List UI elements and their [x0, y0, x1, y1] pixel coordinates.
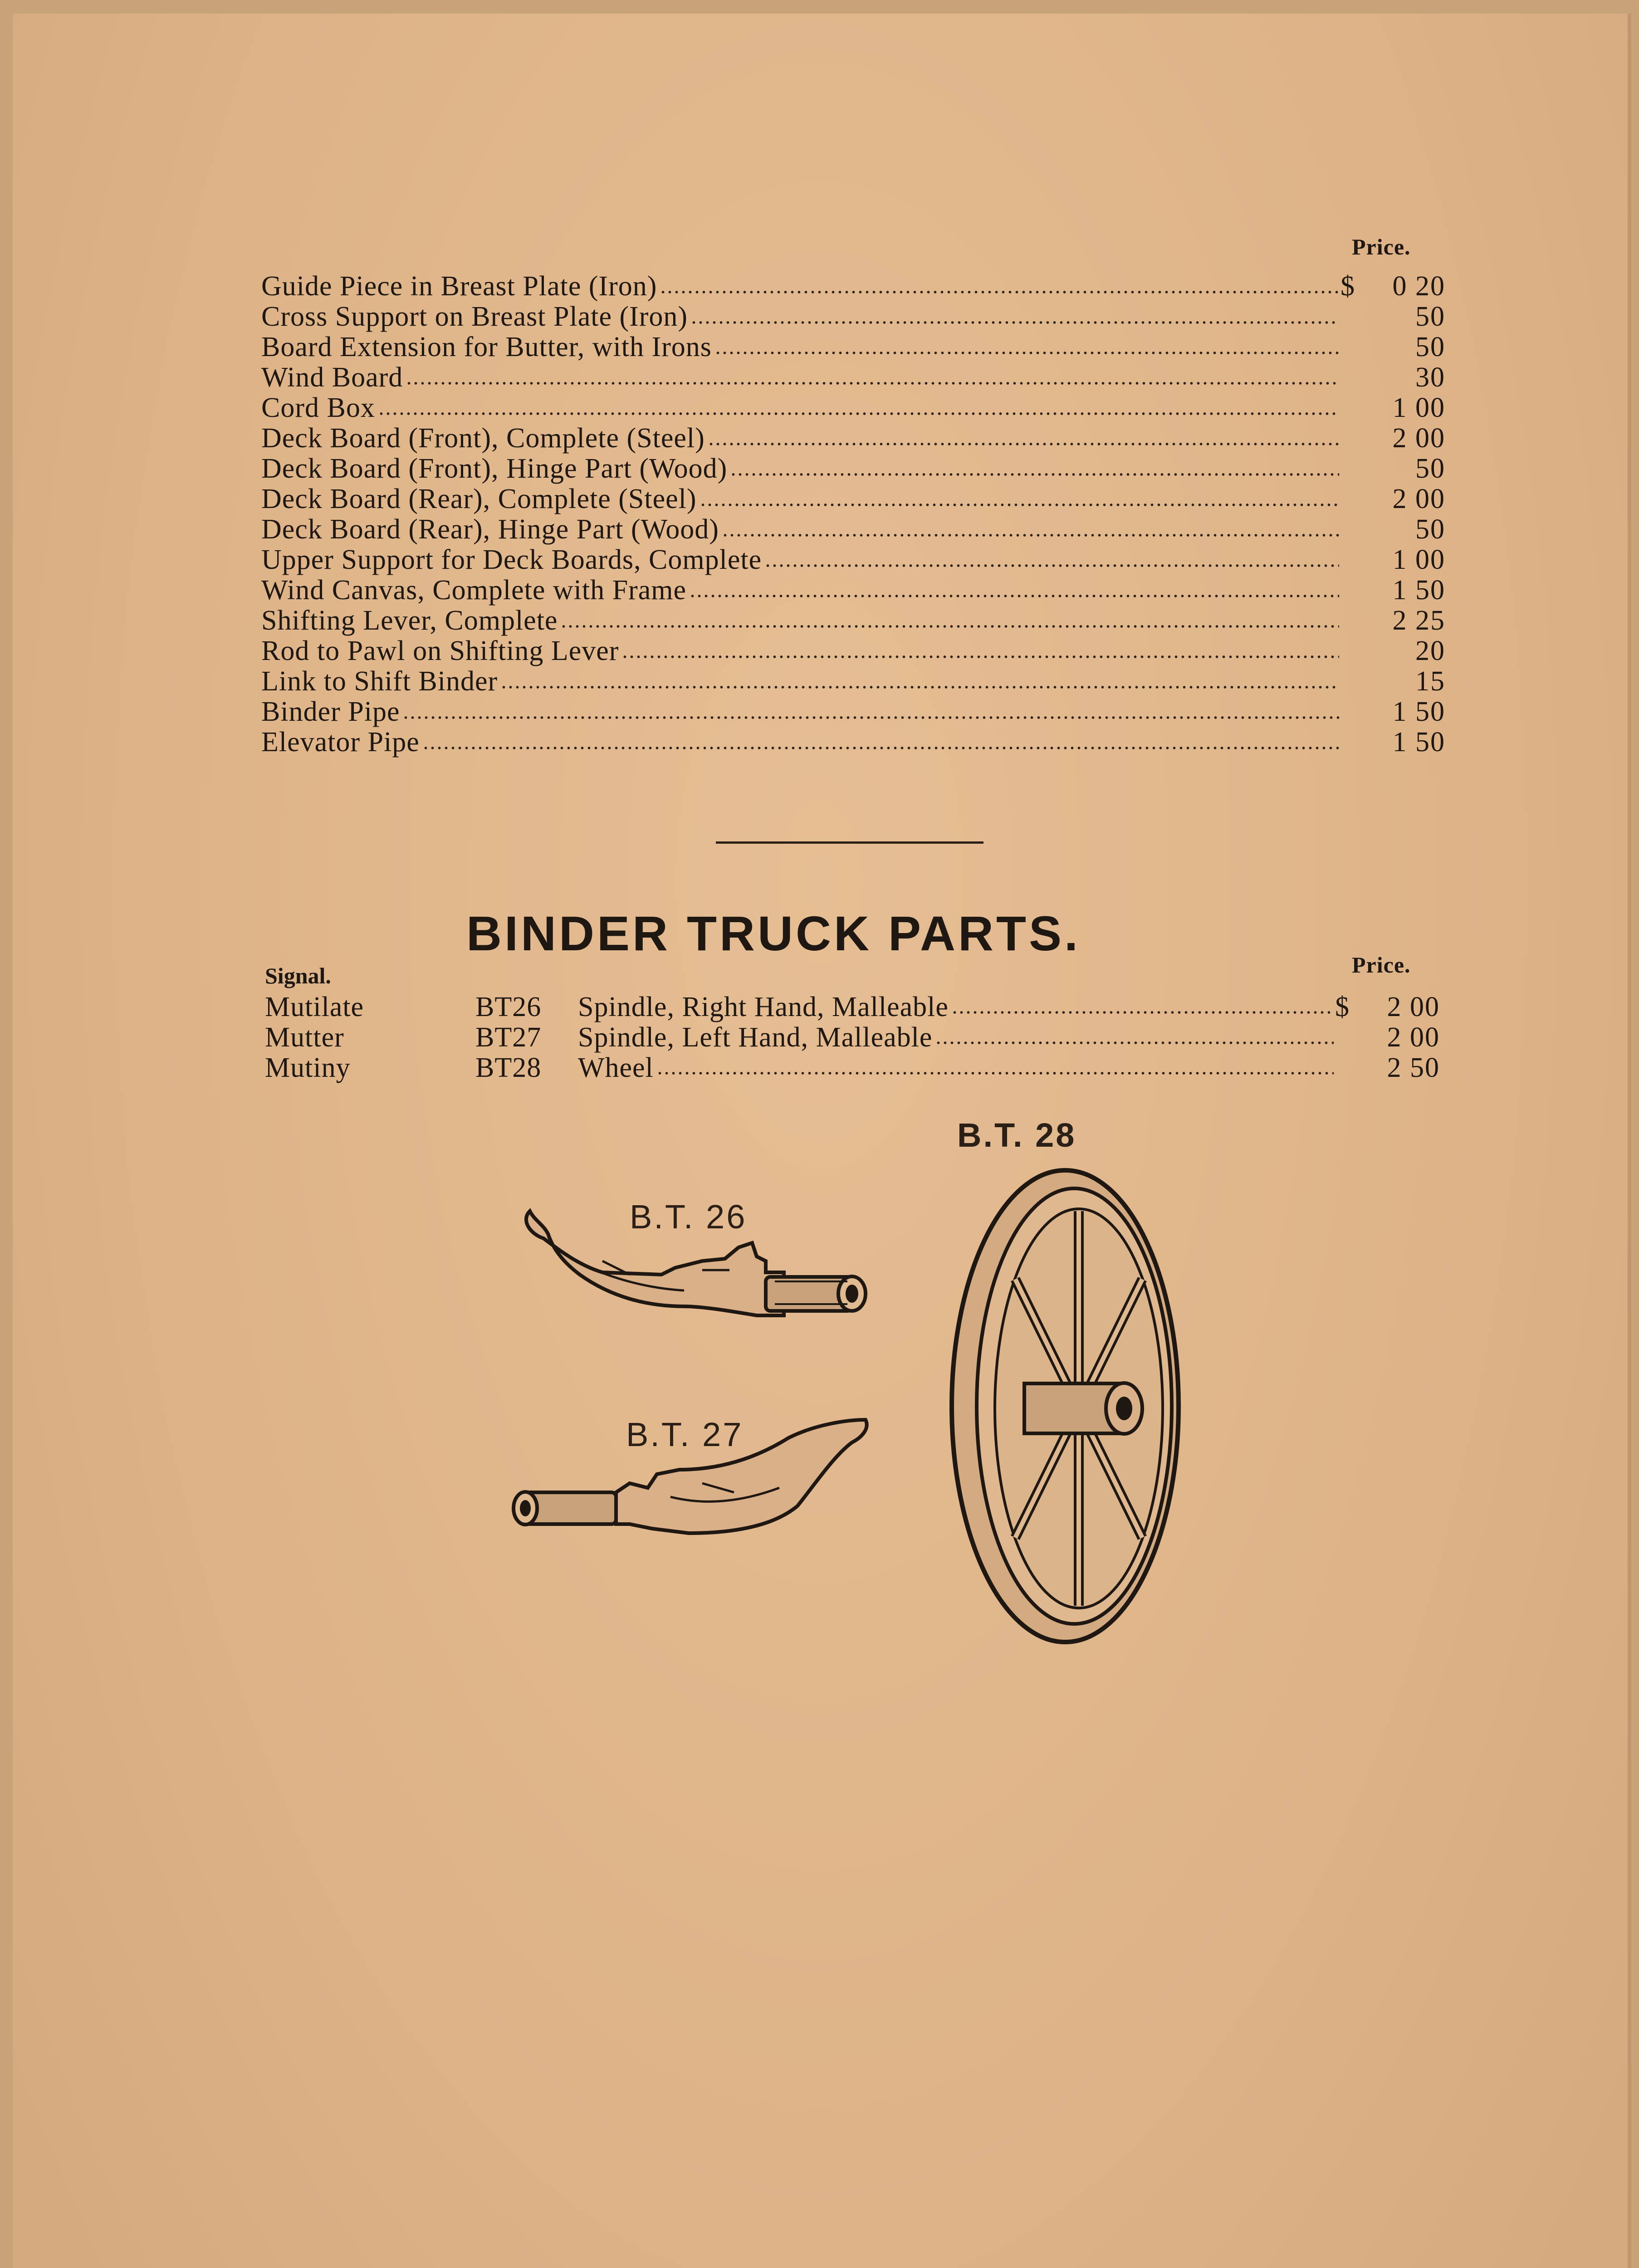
- part-name: Deck Board (Rear), Hinge Part (Wood): [261, 514, 719, 545]
- dot-leader: [700, 502, 1340, 508]
- price-list-row: [261, 545, 1445, 575]
- dot-leader: [730, 471, 1339, 478]
- dot-leader: [500, 684, 1339, 690]
- part-price: 20: [1415, 635, 1445, 666]
- dot-leader: [402, 714, 1339, 721]
- part-name: Binder Pipe: [261, 696, 400, 727]
- part-name: Upper Support for Deck Boards, Complete: [261, 544, 762, 575]
- dot-leader: [764, 562, 1339, 569]
- dot-leader: [660, 289, 1339, 295]
- part-name: Wind Board: [261, 362, 403, 393]
- wheel-illustration: [929, 1143, 1201, 1687]
- dot-leader: [560, 623, 1339, 630]
- price-list-row: [261, 362, 1445, 393]
- dot-leader: [656, 1070, 1334, 1076]
- part-name: Shifting Lever, Complete: [261, 605, 558, 636]
- part-name: Spindle, Right Hand, Malleable: [578, 992, 949, 1022]
- part-price: 2 25: [1392, 605, 1445, 636]
- truck-part-row: [265, 1052, 1440, 1084]
- truck-part-row: [265, 1022, 1440, 1053]
- part-price: 1 50: [1392, 727, 1445, 758]
- dot-leader: [690, 319, 1339, 326]
- part-price: 1 00: [1392, 544, 1445, 575]
- price-list-row: [261, 606, 1445, 636]
- part-price: 0 20: [1392, 271, 1445, 302]
- signal-code-word: Mutter: [265, 1022, 344, 1053]
- currency-symbol: $: [1335, 992, 1349, 1022]
- spindle-left-hand-illustration: [507, 1402, 925, 1556]
- dot-leader: [935, 1040, 1334, 1046]
- price-list-row: [261, 332, 1445, 362]
- part-name: Cross Support on Breast Plate (Iron): [261, 301, 688, 332]
- section-title: BINDER TRUCK PARTS.: [466, 906, 1081, 961]
- part-price: 50: [1415, 514, 1445, 545]
- price-list-row: [261, 393, 1445, 423]
- part-name: Spindle, Left Hand, Malleable: [578, 1022, 933, 1053]
- dot-leader: [689, 593, 1339, 599]
- figure-label-bt27: B.T. 27: [626, 1416, 744, 1453]
- part-price: 2 50: [1387, 1052, 1440, 1083]
- part-price: 2 00: [1392, 423, 1445, 454]
- dot-leader: [708, 441, 1339, 447]
- part-price: 2 00: [1387, 992, 1440, 1022]
- dot-leader: [714, 350, 1339, 356]
- part-number: BT28: [475, 1052, 542, 1083]
- part-number: BT26: [475, 992, 542, 1022]
- price-list-row: [261, 484, 1445, 514]
- dot-leader: [378, 411, 1339, 417]
- part-name: Deck Board (Front), Hinge Part (Wood): [261, 453, 728, 484]
- part-price: 1 50: [1392, 696, 1445, 727]
- price-list-row: [261, 302, 1445, 332]
- signal-code-word: Mutilate: [265, 992, 364, 1022]
- spindle-right-hand-illustration: [512, 1193, 920, 1352]
- price-list-row: [261, 636, 1445, 666]
- price-list-row: [261, 514, 1445, 545]
- catalog-page: [13, 14, 1631, 2268]
- price-list-row: [261, 271, 1445, 302]
- part-price: 2 00: [1387, 1022, 1440, 1053]
- part-name: Cord Box: [261, 392, 375, 423]
- price-list-row: [261, 697, 1445, 727]
- price-list-row: [261, 727, 1445, 758]
- part-price: 15: [1415, 666, 1445, 697]
- price-list-row: [261, 423, 1445, 454]
- part-price: 50: [1415, 332, 1445, 362]
- figure-label-bt28: B.T. 28: [957, 1116, 1076, 1154]
- part-price: 2 00: [1392, 484, 1445, 514]
- part-number: BT27: [475, 1022, 542, 1053]
- figure-label-bt26: B.T. 26: [630, 1198, 747, 1236]
- price-list-row: [261, 454, 1445, 484]
- price-list-row: [261, 575, 1445, 606]
- price-list-row: [261, 666, 1445, 697]
- dot-leader: [422, 745, 1339, 751]
- part-price: 50: [1415, 301, 1445, 332]
- part-price: 1 50: [1392, 575, 1445, 606]
- section-divider: [716, 841, 983, 844]
- part-name: Deck Board (Rear), Complete (Steel): [261, 484, 697, 514]
- part-price: 50: [1415, 453, 1445, 484]
- parts-price-list: [261, 271, 1445, 758]
- dot-leader: [951, 1009, 1334, 1016]
- dot-leader: [722, 532, 1339, 538]
- part-price: 1 00: [1392, 392, 1445, 423]
- part-name: Link to Shift Binder: [261, 666, 498, 697]
- currency-symbol: $: [1341, 271, 1355, 302]
- dot-leader: [406, 380, 1339, 386]
- part-name: Wind Canvas, Complete with Frame: [261, 575, 686, 606]
- truck-price-column-header: Price.: [1352, 952, 1411, 978]
- dot-leader: [621, 654, 1339, 660]
- part-price: 30: [1415, 362, 1445, 393]
- part-name: Wheel: [578, 1052, 654, 1083]
- price-column-header: Price.: [1352, 234, 1411, 259]
- truck-part-row: [265, 991, 1440, 1023]
- part-name: Rod to Pawl on Shifting Lever: [261, 635, 619, 666]
- part-name: Deck Board (Front), Complete (Steel): [261, 423, 705, 454]
- part-name: Board Extension for Butter, with Irons: [261, 332, 712, 362]
- signal-column-header: Signal.: [265, 963, 331, 988]
- part-name: Elevator Pipe: [261, 727, 420, 758]
- signal-code-word: Mutiny: [265, 1052, 351, 1083]
- part-name: Guide Piece in Breast Plate (Iron): [261, 271, 657, 302]
